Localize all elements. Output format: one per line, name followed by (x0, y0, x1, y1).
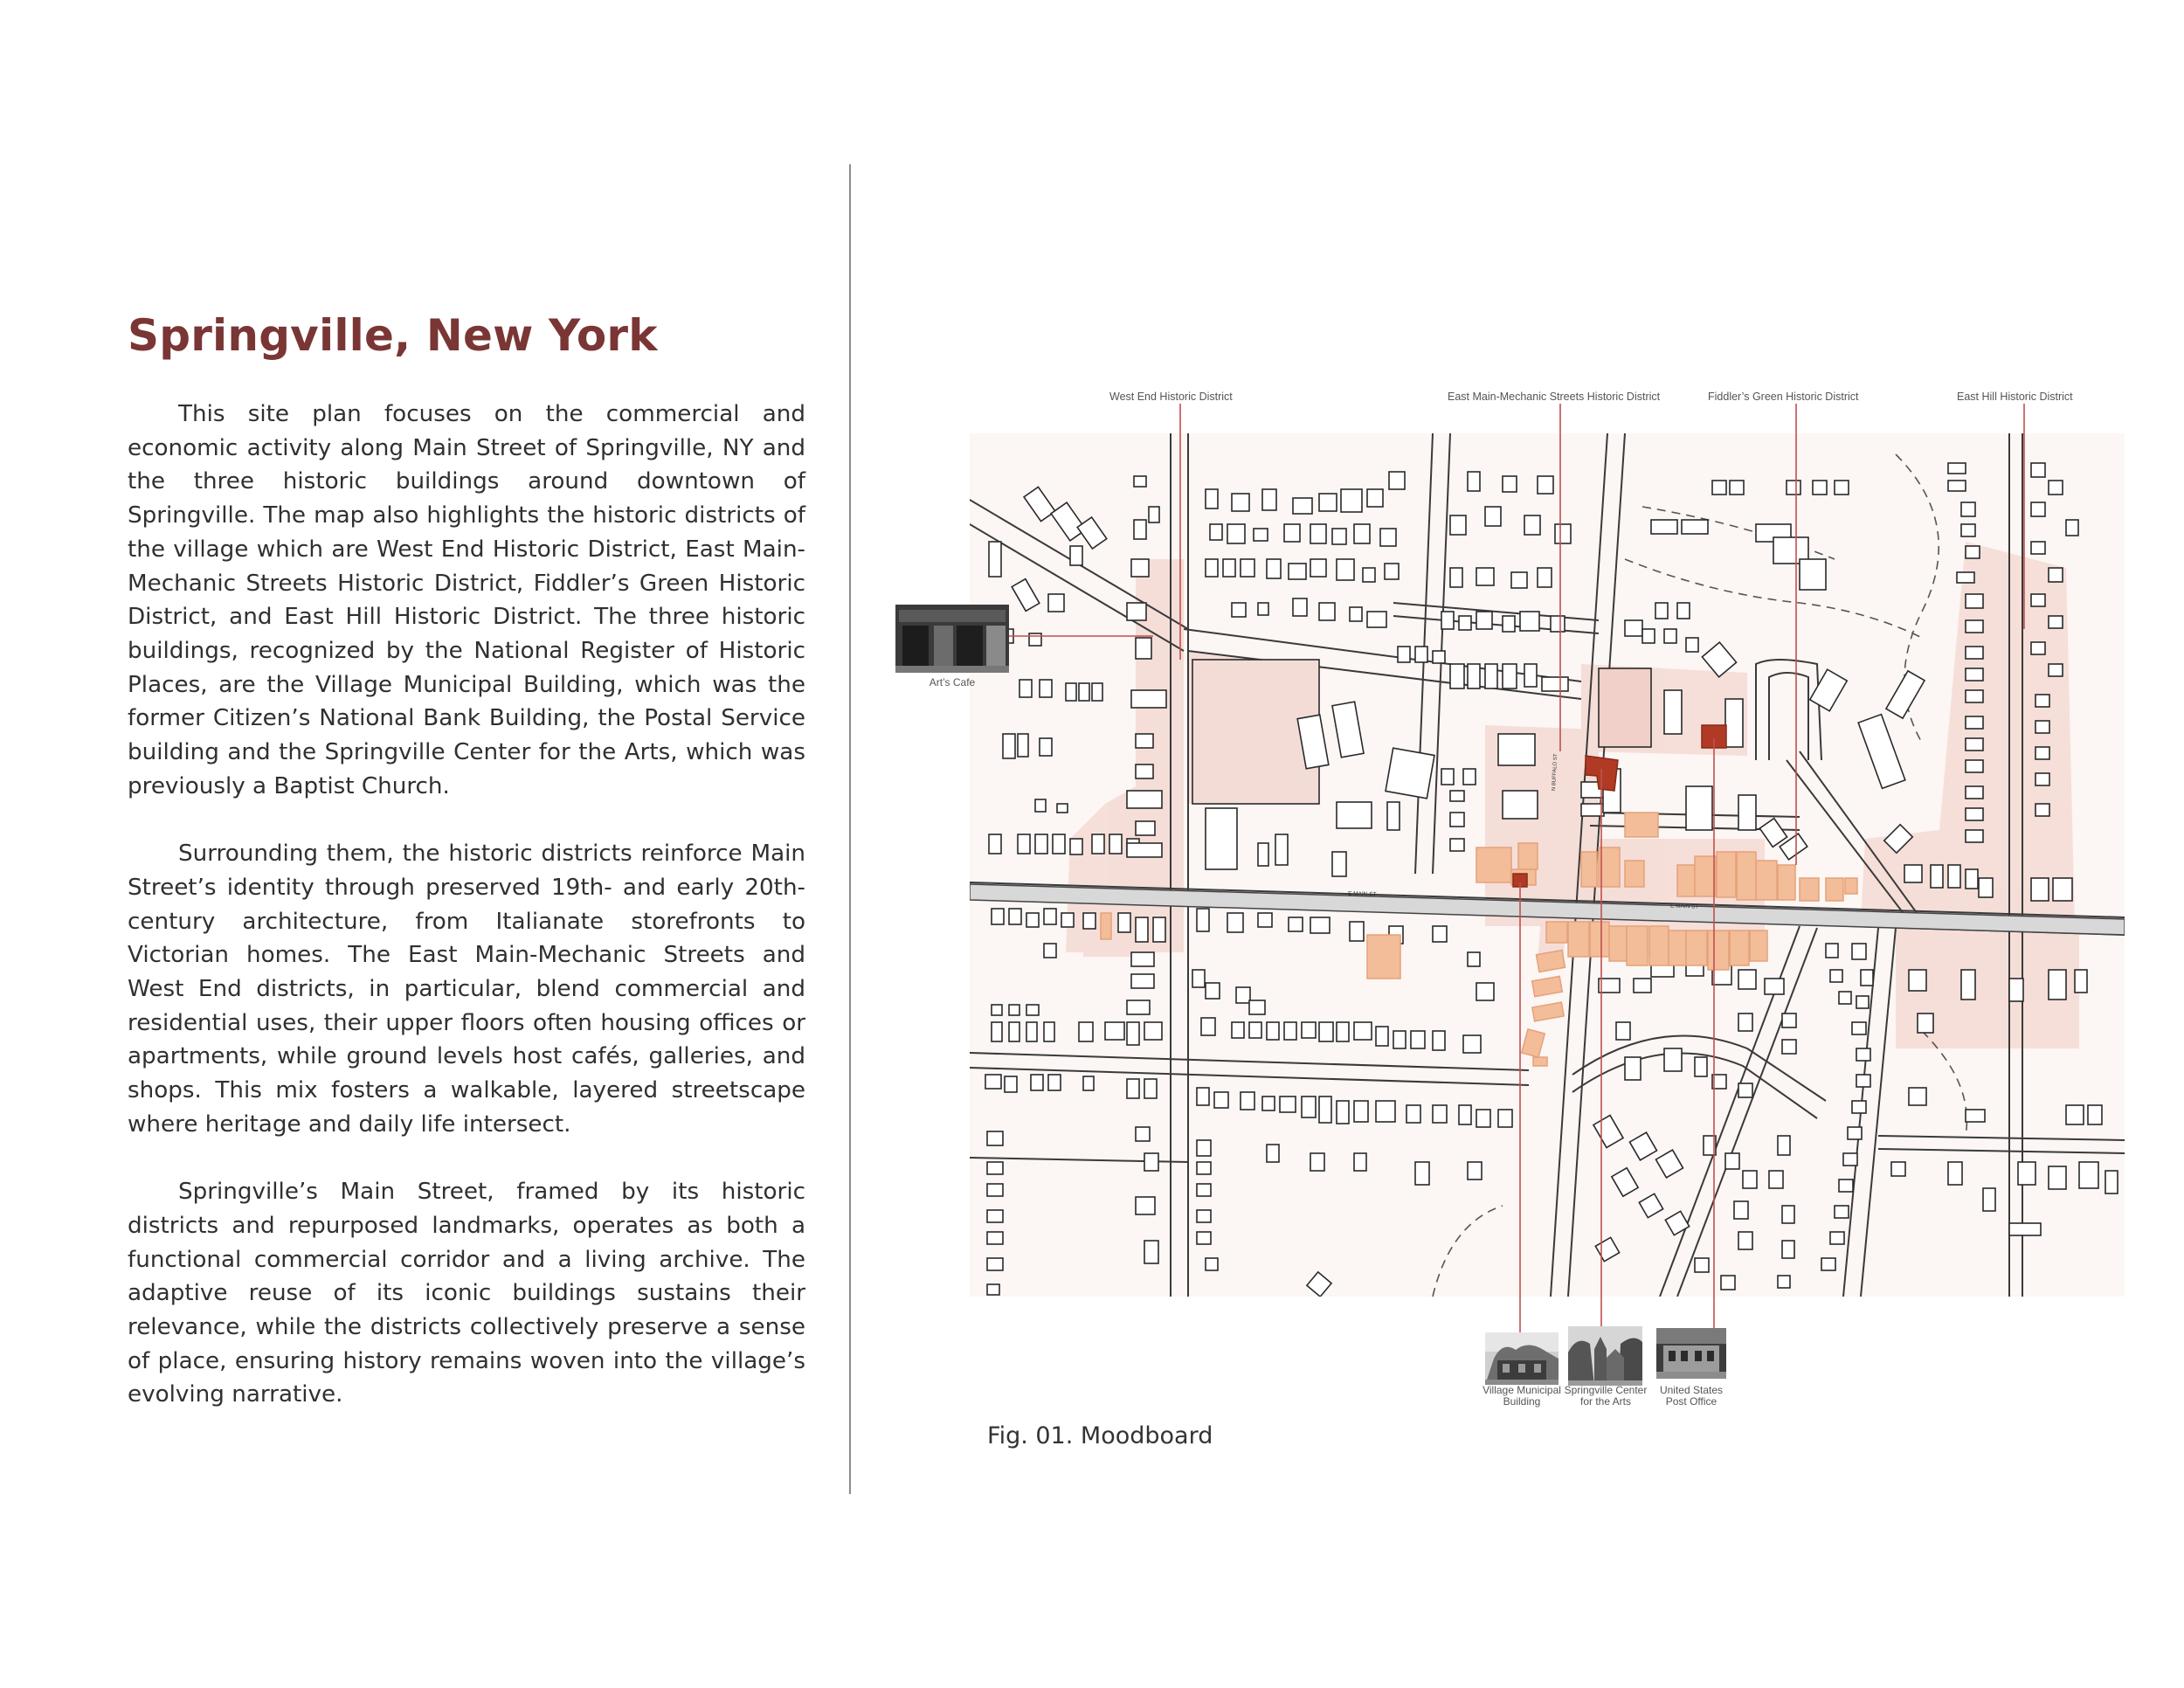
district-label-fiddlers-green: Fiddler’s Green Historic District (1708, 391, 1859, 403)
paragraph-3: Springville’s Main Street, framed by its historic districts and repurposed landmarks, operates as both a functional commercial corridor and a living archive. The adaptive reuse of its iconic buildings sustains their relevance, while the districts collectively preserve a sense of place, ensuring history remains woven into the village’s evolving narrative. (128, 1179, 805, 1408)
paragraph-1: This site plan focuses on the commercial and economic activity along Main Street of Springville, NY and the three historic buildings around downtown of Springville. The map also highlights the historic districts of the village which are West End Historic District, East Main-Mechanic Streets Historic District, Fiddler’s Green Historic District, and East Hill Historic District. The three historic buildings, recognized by the National Register of Historic Places, are the Village Municipal Building, which was the former Citizen’s National Bank Building, the Postal Service building and the Springville Center for the Arts, which was previously a Baptist Church. (128, 401, 805, 799)
village-municipal-caption-line-1: Village Municipal (1482, 1384, 1561, 1396)
street-label-main-east: E MAIN ST (1669, 903, 1699, 910)
center-for-arts-photo (1568, 1326, 1642, 1386)
post-office-photo (1656, 1328, 1726, 1379)
village-municipal-caption-line-2: Building (1503, 1395, 1541, 1408)
post-office-caption-line-1: United States (1659, 1384, 1724, 1396)
district-label-west-end: West End Historic District (1109, 391, 1233, 403)
arts-cafe-photo (895, 605, 1009, 673)
arts-cafe-caption: Art’s Cafe (929, 676, 976, 688)
post-office-caption-line-2: Post Office (1665, 1395, 1717, 1408)
village-municipal-photo (1485, 1332, 1559, 1385)
center-for-arts-caption-line-1: Springville Center (1564, 1384, 1648, 1396)
district-label-east-main-mechanic: East Main-Mechanic Streets Historic District (1448, 391, 1661, 403)
street-label-main-west: E MAIN ST (1347, 890, 1377, 898)
post-office-caption (1651, 1385, 1731, 1408)
figure-caption: Fig. 01. Moodboard (987, 1422, 1213, 1449)
center-for-arts-caption-line-2: for the Arts (1579, 1395, 1632, 1408)
district-label-east-hill: East Hill Historic District (1957, 391, 2073, 403)
page-title: Springville, New York (128, 310, 658, 361)
street-label-n-buffalo: N BUFFALO ST (1552, 753, 1559, 792)
village-municipal-caption (1471, 1385, 1572, 1408)
paragraph-2: Surrounding them, the historic districts reinforce Main Street’s identity through preserved 19th- and early 20th-century architecture, from Italianate storefronts to Victorian homes. The East Main-Mechanic Streets and West End districts, in particular, blend commercial and residential uses, their upper floors often housing offices or apartments, while ground levels host cafés, galleries, and shops. This mix fosters a walkable, layered streetscape where heritage and daily life intersect. (128, 841, 805, 1138)
center-for-arts-caption (1560, 1385, 1651, 1408)
